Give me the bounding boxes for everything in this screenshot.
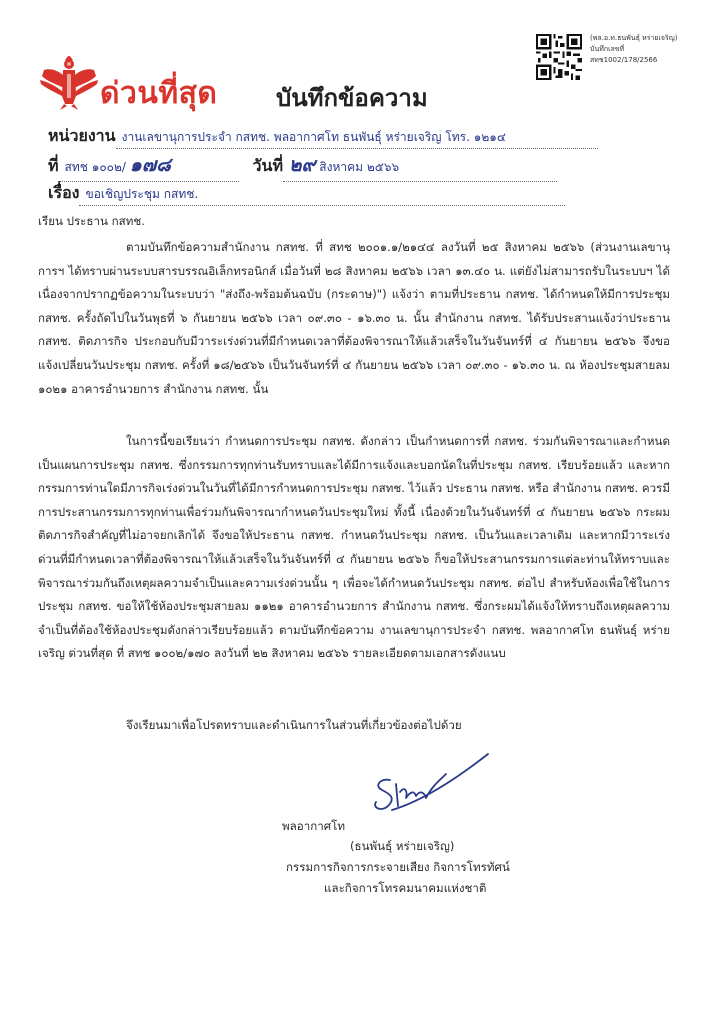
signer-title-line-1: กรรมการกิจการกระจายเสียง กิจการโทรทัศน์ <box>286 860 510 874</box>
subject-value: ขอเชิญประชุม กสทช. <box>79 185 565 206</box>
body-paragraph-1 <box>38 236 670 401</box>
paragraph-text: ตามบันทึกข้อความสำนักงาน กสทช. ที่ สทช ๒๐๐๑.๑/๒๑๔๔ ลงวันที่ ๒๕ สิงหาคม ๒๕๖๖ (ส่วนงานเลขานุการฯ ได้ทราบผ่านระบบสารบรรณอิเล็กทรอนิกส์ เมื่อวันที่ ๒๘ สิงหาคม ๒๕๖๖ เวลา ๑๓.๔๐ น. แต่ยังไม่สามารถรับในระบบฯ ได้ เนื่องจากปรากฏข้อความในระบบว่า "ส่งถึง-พร้อมต้นฉบับ (กระดาษ)") แจ้งว่า ตามที่ประธาน กสทช. ได้กำหนดให้มีการประชุม กสทช. ครั้งถัดไปในวันพุธที่ ๖ กันยายน ๒๕๖๖ เวลา ๐๙.๓๐ - ๑๖.๓๐ น. นั้น สำนักงาน กสทช. ได้รับประสานแจ้งว่าประธาน กสทช. ติดภารกิจ ประกอบกับมีวาระเร่งด่วนที่มีกำหนดเวลาที่ต้องพิจารณาให้แล้วเสร็จในวันจันทร์ที่ ๔ กันยายน ๒๕๖๖ จึงขอแจ้งเปลี่ยนวันประชุม กสทช. ครั้งที่ ๑๘/๒๕๖๖ เป็นวันจันทร์ที่ ๔ กันยายน ๒๕๖๖ เวลา ๐๙.๓๐ - ๑๖.๓๐ น. ณ ห้องประชุมสายลม ๑๐๒๑ อาคารอำนวยการ สำนักงาน กสทช. นั้น <box>38 240 670 396</box>
qr-caption-line: สทช1002/178/2566 <box>590 56 658 64</box>
qr-caption <box>590 33 698 66</box>
signer-title-line-2: และกิจการโทรคมนาคมแห่งชาติ <box>324 881 487 895</box>
number-label: ที่ <box>48 156 59 175</box>
agency-row <box>48 124 598 149</box>
salutation <box>38 210 670 234</box>
number-handwritten: ๑๗๘ <box>129 154 171 176</box>
salutation-text: เรียน ประธาน กสทช. <box>38 214 145 228</box>
signer-name: (ธนพันธุ์ หร่ายเจริญ) <box>350 839 455 853</box>
agency-label: หน่วยงาน <box>48 126 116 145</box>
urgency-stamp: ด่วนที่สุด <box>100 76 218 111</box>
closing-paragraph <box>38 714 670 738</box>
date-rest: สิงหาคม ๒๕๖๖ <box>319 160 400 174</box>
document-date <box>283 150 557 182</box>
garuda-emblem-icon <box>40 56 98 110</box>
qr-code-icon <box>536 34 582 80</box>
handwritten-signature-icon <box>362 750 492 830</box>
number-date-row <box>48 150 557 182</box>
document-number <box>59 150 239 182</box>
qr-caption-line: บันทึกเลขที่ <box>590 45 625 53</box>
subject-label: เรื่อง <box>48 183 80 202</box>
body-paragraph-2 <box>38 430 670 666</box>
date-handwritten: ๒๙ <box>289 154 316 176</box>
qr-caption-line: (พล.อ.ท.ธนพันธุ์ หร่ายเจริญ) <box>590 34 678 42</box>
paragraph-text: ในการนี้ขอเรียนว่า กำหนดการประชุม กสทช. ดังกล่าว เป็นกำหนดการที่ กสทช. ร่วมกันพิจารณาและกำหนดเป็นแผนการประชุม กสทช. ซึ่งกรรมการทุกท่านรับทราบและได้มีการแจ้งและบอกนัดในที่ประชุม กสทช. เรียบร้อยแล้ว และหากกรรมการท่านใดมีภารกิจเร่งด่วนในวันที่ได้มีการกำหนดการประชุม กสทช. ไว้แล้ว ประธาน กสทช. หรือ สำนักงาน กสทช. ควรมีการประสานกรรมการทุกท่านเพื่อร่วมกันพิจารณากำหนดวันประชุมใหม่ ทั้งนี้ เนื่องด้วยในวันจันทร์ที่ ๔ กันยายน ๒๕๖๖ กระผมติดภารกิจสำคัญที่ไม่อาจยกเลิกได้ จึงขอให้ประธาน กสทช. กำหนดวันประชุม กสทช. เป็นวันและเวลาเดิม และหากมีวาระเร่งด่วนที่มีกำหนดเวลาที่ต้องพิจารณาให้แล้วเสร็จในวันจันทร์ที่ ๔ กันยายน ๒๕๖๖ ก็ขอให้ประสานกรรมการแต่ละท่านให้ทราบและพิจารณาร่วมกันถึงเหตุผลความจำเป็นและความเร่งด่วนนั้น ๆ เพื่อจะได้กำหนดวันประชุม กสทช. ต่อไป สำหรับห้องเพื่อใช้ในการประชุม กสทช. ขอให้ใช้ห้องประชุมสายลม ๑๑๒๑ อาคารอำนวยการ สำนักงาน กสทช. ซึ่งกระผมได้แจ้งให้ทราบถึงเหตุผลความจำเป็นที่ต้องใช้ห้องประชุมดังกล่าวเรียบร้อยแล้ว ตามบันทึกข้อความ งานเลขานุการประจำ กสทช. พลอากาศโท ธนพันธุ์ หร่ายเจริญ ด่วนที่สุด ที่ สทช ๑๐๐๒/๑๗๐ ลงวันที่ ๒๒ สิงหาคม ๒๕๖๖ รายละเอียดตามเอกสารดังแนบ <box>38 434 670 661</box>
document-type-title: บันทึกข้อความ <box>276 84 428 112</box>
signer-rank: พลอากาศโท <box>282 819 345 833</box>
date-label: วันที่ <box>252 156 284 175</box>
number-prefix: สทช ๑๐๐๒/ <box>64 160 126 174</box>
agency-value: งานเลขานุการประจำ กสทช. พลอากาศโท ธนพันธุ์ หร่ายเจริญ โทร. ๑๒๑๔ <box>116 128 598 149</box>
subject-row <box>48 181 565 206</box>
closing-text: จึงเรียนมาเพื่อโปรดทราบและดำเนินการในส่วนที่เกี่ยวข้องต่อไปด้วย <box>126 718 462 732</box>
